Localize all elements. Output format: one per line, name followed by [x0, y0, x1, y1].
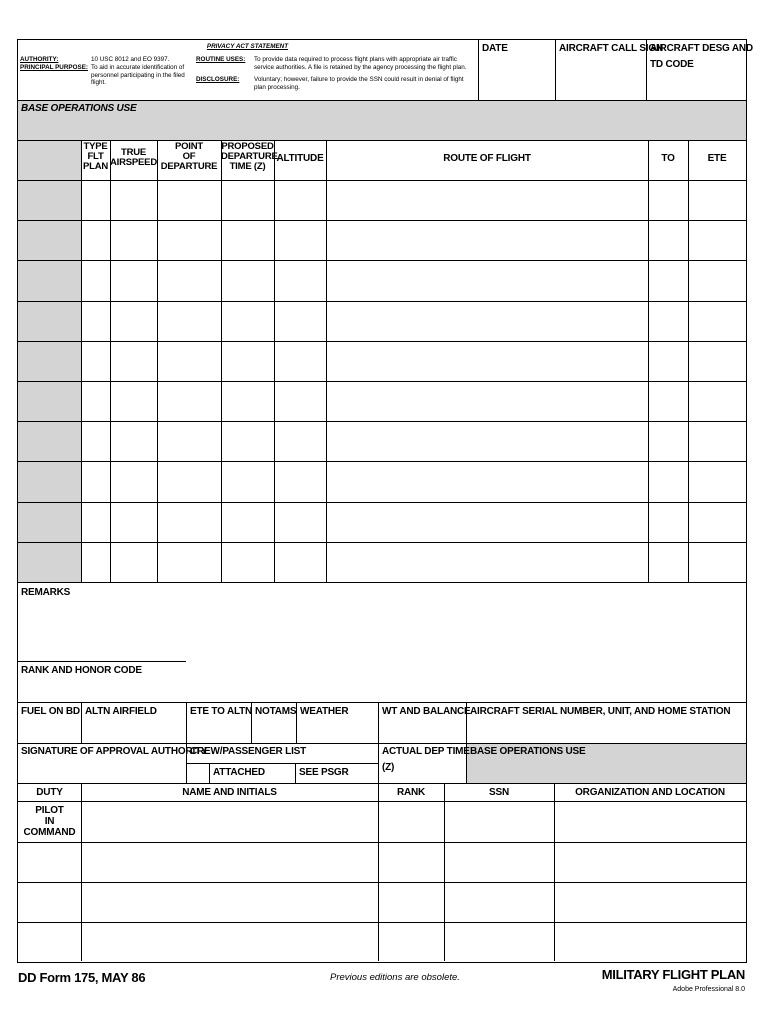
point-of-departure-header: POINT OF DEPARTURE	[160, 141, 218, 172]
form-title: MILITARY FLIGHT PLAN	[601, 967, 745, 982]
see-psgr-checkbox[interactable]: SEE PSGR	[299, 767, 349, 778]
rank-honor-code-field[interactable]: RANK AND HONOR CODE	[21, 665, 142, 676]
software-note: Adobe Professional 8.0	[672, 986, 745, 993]
aircraft-desg-field[interactable]	[650, 43, 753, 70]
route-row[interactable]	[81, 421, 746, 461]
route-row[interactable]	[81, 260, 746, 300]
altn-airfield-field[interactable]: ALTN AIRFIELD	[85, 706, 157, 717]
rank-header: RANK	[396, 787, 426, 798]
altitude-header: ALTITUDE	[276, 153, 324, 164]
authority-label: AUTHORITY:	[20, 56, 59, 63]
obsolete-note: Previous editions are obsolete.	[330, 972, 460, 983]
true-airspeed-header: TRUE AIRSPEED	[110, 147, 157, 168]
disclosure-label: DISCLOSURE:	[196, 76, 240, 83]
actual-dep-time-label: ACTUAL DEP TIME	[382, 746, 470, 757]
route-row[interactable]	[81, 542, 746, 582]
crew-row[interactable]	[18, 922, 746, 961]
crew-passenger-list-label: CREW/PASSENGER LIST	[190, 746, 307, 757]
ete-header: ETE	[707, 153, 727, 164]
remarks-field[interactable]: REMARKS	[21, 587, 71, 598]
privacy-title: PRIVACY ACT STATEMENT	[206, 43, 289, 50]
route-of-flight-header: ROUTE OF FLIGHT	[443, 153, 531, 164]
purpose-text: To aid in accurate identification of personnel participating in the filed flight.	[91, 64, 185, 87]
signature-approval-field[interactable]: SIGNATURE OF APPROVAL AUTHORITY	[21, 746, 208, 757]
route-row[interactable]	[81, 180, 746, 220]
pilot-in-command-label: PILOT IN COMMAND	[23, 805, 76, 838]
routine-text: To provide data required to process flight plans with appropriate air traffic service authorities. A file is retained by the agency processing the flight plan.	[254, 56, 467, 71]
ssn-header: SSN	[489, 787, 509, 798]
duty-header: DUTY	[36, 787, 63, 798]
base-ops-use-bottom-label: BASE OPERATIONS USE	[470, 746, 586, 757]
route-row[interactable]	[81, 461, 746, 501]
authority-text: 10 USC 8012 and EO 9397.	[91, 56, 170, 63]
routine-label: ROUTINE USES:	[196, 56, 246, 63]
fuel-on-bd-field[interactable]: FUEL ON BD	[21, 706, 80, 717]
route-row[interactable]	[81, 220, 746, 260]
proposed-departure-header: PROPOSED DEPARTURE TIME (Z)	[221, 141, 278, 172]
name-initials-header: NAME AND INITIALS	[182, 787, 277, 798]
route-row[interactable]	[81, 381, 746, 421]
notams-field[interactable]: NOTAMS	[255, 706, 297, 717]
route-row[interactable]	[81, 341, 746, 381]
date-field[interactable]: DATE	[482, 43, 508, 54]
purpose-label: PRINCIPAL PURPOSE:	[20, 64, 88, 71]
crew-row[interactable]	[18, 882, 746, 922]
type-flt-plan-header: TYPE FLT PLAN	[82, 141, 109, 172]
disclosure-text: Voluntary; however, failure to provide the SSN could result in denial of flight plan processing.	[254, 76, 464, 91]
aircraft-serial-field[interactable]: AIRCRAFT SERIAL NUMBER, UNIT, AND HOME STATION	[470, 706, 731, 717]
org-location-header: ORGANIZATION AND LOCATION	[575, 787, 725, 798]
actual-dep-time-z: (Z)	[382, 762, 395, 773]
crew-row[interactable]	[18, 842, 746, 882]
aircraft-call-sign-field[interactable]: AIRCRAFT CALL SIGN	[559, 43, 663, 54]
attached-checkbox[interactable]: ATTACHED	[213, 767, 265, 778]
ete-to-altn-field[interactable]: ETE TO ALTN	[190, 706, 253, 717]
weather-field[interactable]: WEATHER	[300, 706, 349, 717]
actual-dep-time-field[interactable]	[382, 746, 470, 773]
route-row[interactable]	[81, 301, 746, 341]
base-operations-use-label: BASE OPERATIONS USE	[21, 103, 137, 114]
crew-row[interactable]	[81, 801, 746, 842]
to-header: TO	[661, 153, 675, 164]
aircraft-desg-label-2: TD CODE	[650, 59, 694, 70]
form-id: DD Form 175, MAY 86	[18, 970, 146, 985]
route-row[interactable]	[81, 502, 746, 542]
aircraft-desg-label-1: AIRCRAFT DESG AND	[650, 43, 753, 54]
wt-balance-field[interactable]: WT AND BALANCE	[382, 706, 471, 717]
